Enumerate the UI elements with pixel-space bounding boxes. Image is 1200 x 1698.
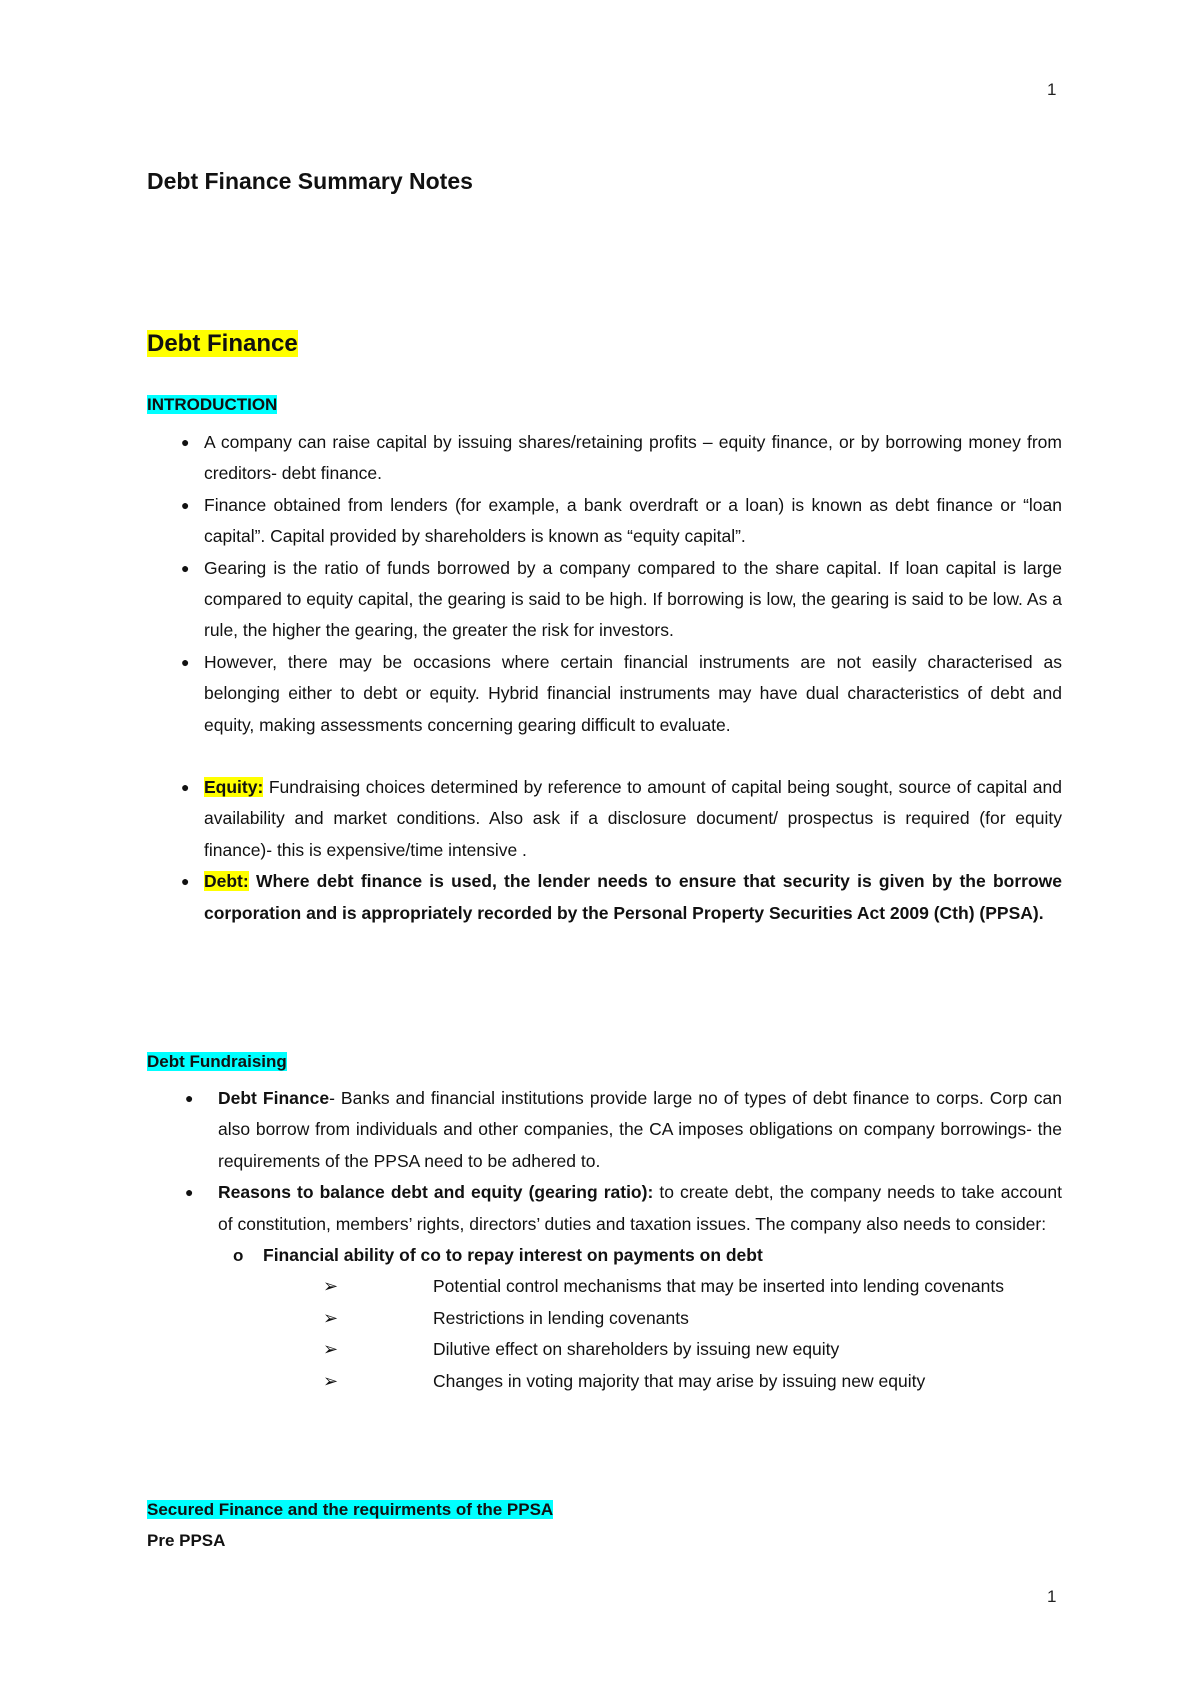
reasons-text: to create debt, the company needs to take account of constitution, members’ rights, directors’ duties and taxation issues. The company also needs to consider: [218,1182,1062,1234]
secured-finance-heading [147,1500,553,1520]
sub-list-item [183,1240,1062,1271]
list-item [174,490,1062,553]
debt-text: Where debt finance is used, the lender needs to ensure that security is given by the borrowe corporation and is appropriately recorded by the Personal Property Securities Act 2009 (Cth) (PPSA). [204,871,1062,923]
introduction-heading-text: INTRODUCTION [147,395,278,414]
list-item-text: Finance obtained from lenders (for example, a bank overdraft or a loan) is known as debt finance or “loan capital”. Capital provided by shareholders is known as “equity capital”. [204,494,1062,547]
page-number-top: 1 [1047,80,1057,99]
bullet-dot-icon: ● [181,496,190,513]
page-number-bottom: 1 [1047,1587,1057,1606]
debt-fundraising-heading [147,1052,287,1072]
list-item-reasons [183,1177,1062,1397]
pre-ppsa-heading: Pre PPSA [147,1531,226,1550]
list-item-text: Gearing is the ratio of funds borrowed by a company compared to the share capital. If loan capital is large compared to equity capital, the gearing is said to be high. If borrowing is low, the gearing is said to be low. As a rule, the higher the gearing, the greater the risk for investors. [204,557,1062,641]
bullet-dot-icon: ● [181,653,190,670]
document-title: Debt Finance Summary Notes [147,168,473,194]
equity-text: Fundraising choices determined by reference to amount of capital being sought, source of capital and availability and market conditions. Also ask if a disclosure document/ prospectus is required (for equity finance)- this is expensive/time intensive . [204,777,1062,860]
arrow-list-item [183,1334,1062,1365]
arrow-list-item-text: Restrictions in lending covenants [433,1307,689,1328]
debt-fundraising-heading-text: Debt Fundraising [147,1052,287,1071]
arrow-list-item-text: Potential control mechanisms that may be inserted into lending covenants [433,1276,1005,1297]
bullet-dot-icon: ● [185,1090,194,1106]
arrow-list-item-text: Changes in voting majority that may arise by issuing new equity [433,1370,926,1391]
list-item-debt-finance [183,1083,1062,1177]
reasons-sub-list [183,1240,1062,1271]
arrow-bullet-icon: ➢ [323,1276,339,1297]
list-item-text: However, there may be occasions where certain financial instruments are not easily characterised as belonging either to debt or equity. Hybrid financial instruments may have dual characteristics of debt and equity, making assessments concerning gearing difficult to evaluate. [204,651,1062,735]
sub-list-item-text: Financial ability of co to repay interest on payments on debt [263,1245,763,1266]
bullet-dot-icon: ● [181,434,190,450]
reasons-label: Reasons to balance debt and equity (gearing ratio): [218,1182,654,1203]
section-heading [147,330,298,358]
introduction-list [174,427,1062,929]
circle-bullet-icon: o [233,1246,244,1266]
introduction-heading [147,395,277,415]
debt-label: Debt: [204,871,249,892]
secured-finance-heading-text: Secured Finance and the requirments of the PPSA [147,1500,554,1519]
bullet-dot-icon: ● [181,559,190,576]
considerations-list [183,1271,1062,1397]
list-item-equity [174,772,1062,866]
list-item-text: A company can raise capital by issuing shares/retaining profits – equity finance, or by borrowing money from creditors- debt finance. [204,432,1062,484]
list-item-debt [174,866,1062,929]
bullet-dot-icon: ● [181,779,190,796]
list-item [174,647,1062,741]
list-item [174,553,1062,647]
debt-finance-label: Debt Finance [218,1088,330,1108]
debt-fundraising-list [183,1083,1062,1397]
arrow-bullet-icon: ➢ [323,1370,339,1391]
arrow-list-item-text: Dilutive effect on shareholders by issuing new equity [433,1339,840,1360]
arrow-list-item [183,1303,1062,1334]
list-item [174,427,1062,490]
equity-label: Equity: [204,777,264,798]
arrow-bullet-icon: ➢ [323,1307,339,1328]
list-spacer [174,741,1062,772]
arrow-list-item [183,1366,1062,1397]
section-heading-text: Debt Finance [147,330,298,357]
bullet-dot-icon: ● [185,1184,194,1201]
arrow-list-item [183,1271,1062,1302]
debt-finance-text: - Banks and financial institutions provide large no of types of debt finance to corps. Corp can also borrow from individuals and other companies, the CA imposes obligations on company borrowings- the requirements of the PPSA need to be adhered to. [218,1088,1062,1171]
arrow-bullet-icon: ➢ [323,1339,339,1360]
bullet-dot-icon: ● [181,873,190,890]
